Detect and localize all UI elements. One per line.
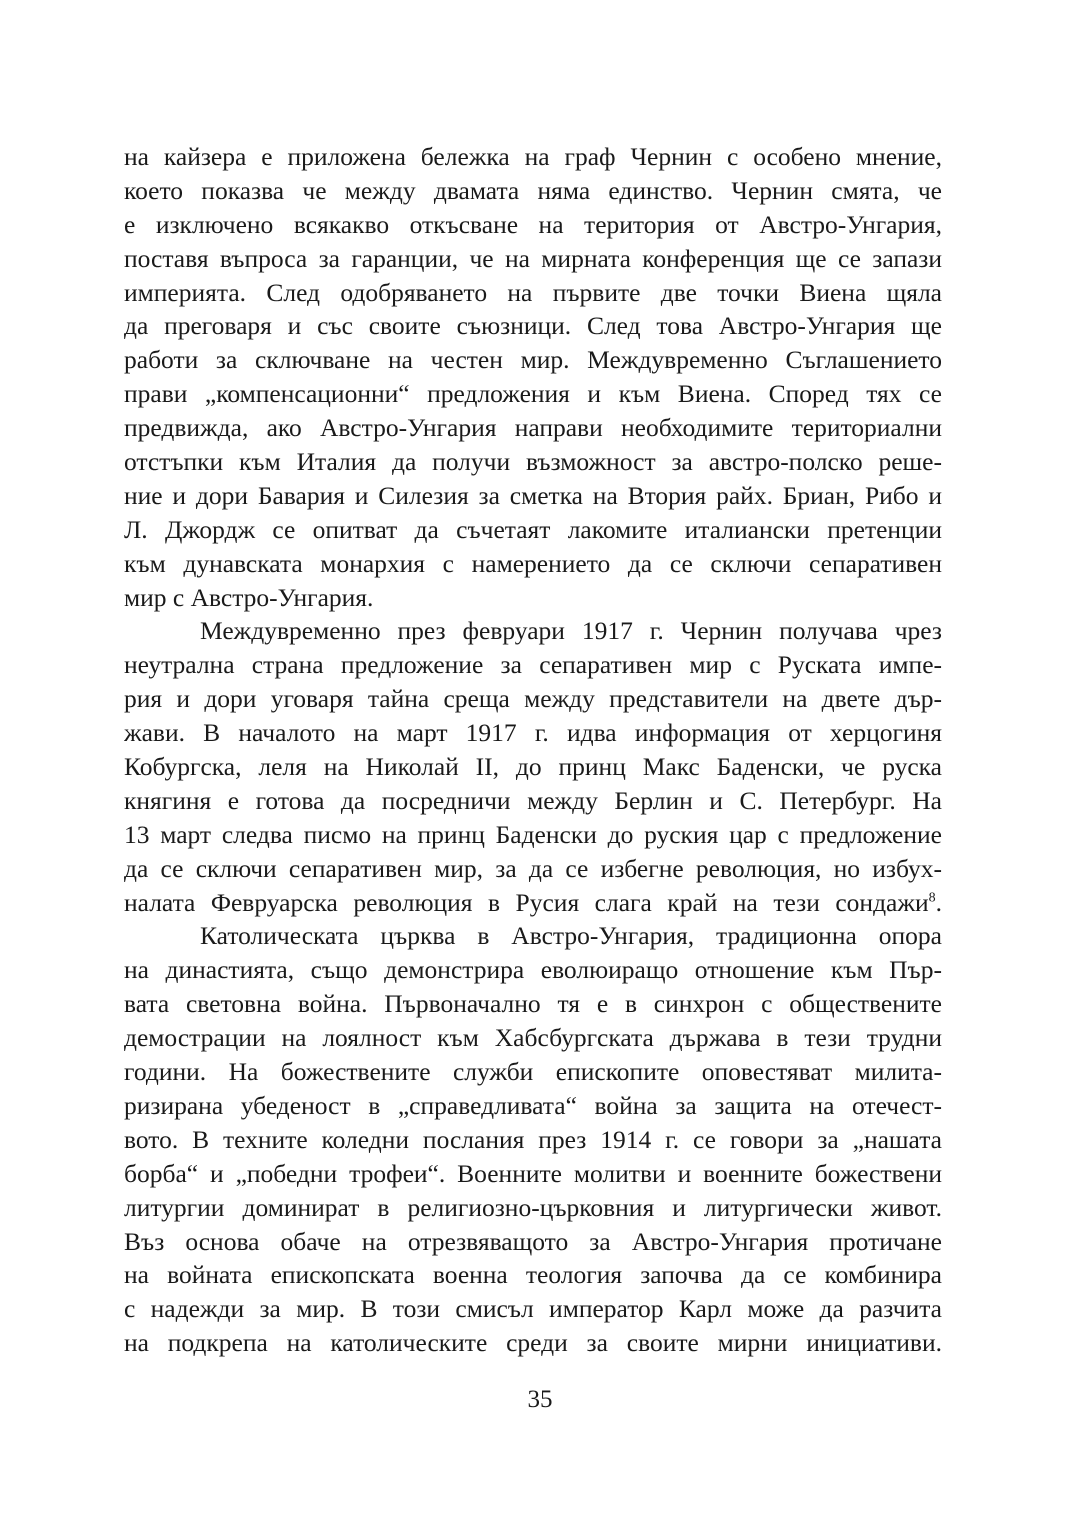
body-text	[124, 140, 942, 1360]
text-line: да се сключи сепаративен мир, за да се избегне революция, но избух-	[124, 853, 942, 883]
text-line: 13 март следва писмо на принц Баденски до руския цар с предложение	[124, 819, 942, 849]
text-line-with-footnote	[124, 886, 942, 920]
text-line: към дунавската монархия с намерението да се сключи сепаративен	[124, 548, 942, 578]
text-line: на кайзера е приложена бележка на граф Чернин с особено мнение,	[124, 142, 942, 171]
text-line: поставя въпроса за гаранции, че на мирната конференция ще се запази	[124, 243, 942, 273]
text-line: борба“ и „победни трофеи“. Военните молитви и военните божествени	[124, 1158, 942, 1188]
text-line: предвижда, ако Австро-Унгария направи необходимите териториални	[124, 413, 942, 443]
text-line: рия и дори уговаря тайна среща между представители на двете дър-	[124, 684, 942, 714]
paragraph-3	[124, 919, 942, 1360]
line-tail: .	[935, 887, 942, 917]
text-line: години. На божествените служби епископите оповестяват милита-	[124, 1057, 942, 1087]
text-line: което показва че между двамата няма единство. Чернин смята, че	[124, 175, 942, 205]
text-line: мир с Австро-Унгария.	[124, 582, 374, 612]
text-line: империята. След одобряването на първите две точки Виена щяла	[124, 277, 942, 307]
text-line: вата световна война. Първоначално тя е в синхрон с обществените	[124, 989, 942, 1019]
text-line: литургии доминират в религиозно-църковния и литургически живот.	[124, 1192, 942, 1222]
text-line: с надежди за мир. В този смисъл император Карл може да разчита	[124, 1294, 942, 1324]
text-line: Католическата църква в Австро-Унгария, традиционна опора	[200, 921, 942, 951]
text-line: демострации на лоялност към Хабсбургската държава в тези трудни	[124, 1023, 942, 1053]
text-line: Кобургска, леля на Николай II, до принц Макс Баденски, че руска	[124, 752, 942, 782]
text-line: на подкрепа на католическите среди за своите мирни инициативи.	[124, 1328, 942, 1358]
text-line: неутрална страна предложение за сепаративен мир с Руската импе-	[124, 650, 942, 680]
page-number: 35	[527, 1386, 553, 1413]
paragraph-2	[124, 614, 942, 919]
paragraph-1	[124, 140, 942, 614]
text-line: отстъпки към Италия да получи възможност за австро-полско реше-	[124, 447, 942, 477]
text-line: Междувременно през февруари 1917 г. Чернин получава чрез	[200, 616, 942, 646]
text-line: на династията, също демонстрира еволюиращо отношение към Пър-	[124, 955, 942, 985]
text-line: е изключено всякакво откъсване на територия от Австро-Унгария,	[124, 209, 942, 239]
footnote-reference[interactable]: 8	[928, 890, 936, 906]
line-text: налата Февруарска революция в Русия слага край на тези сондажи	[124, 887, 929, 917]
text-line: да преговаря и със своите съюзници. След това Австро-Унгария ще	[124, 311, 942, 341]
text-line: ризирана убеденост в „справедливата“ война за защита на отечест-	[124, 1090, 942, 1120]
text-line: вото. В техните коледни послания през 1914 г. се говори за „нашата	[124, 1124, 942, 1154]
text-line: Л. Джордж се опитват да съчетаят лакомите италиански претенции	[124, 514, 942, 544]
text-line: ние и дори Бавария и Силезия за сметка на Втория райх. Бриан, Рибо и	[124, 480, 942, 510]
text-line: Въз основа обаче на отрезвяващото за Австро-Унгария протичане	[124, 1226, 942, 1256]
text-line: жави. В началото на март 1917 г. идва информация от херцогиня	[124, 718, 942, 748]
text-line: княгиня е готова да посредничи между Берлин и С. Петербург. На	[124, 785, 942, 815]
text-line: прави „компенсационни“ предложения и към Виена. Според тях се	[124, 379, 942, 409]
text-line: работи за сключване на честен мир. Междувременно Съглашението	[124, 345, 942, 375]
text-line: на войната епископската военна теология започва да се комбинира	[124, 1260, 942, 1290]
